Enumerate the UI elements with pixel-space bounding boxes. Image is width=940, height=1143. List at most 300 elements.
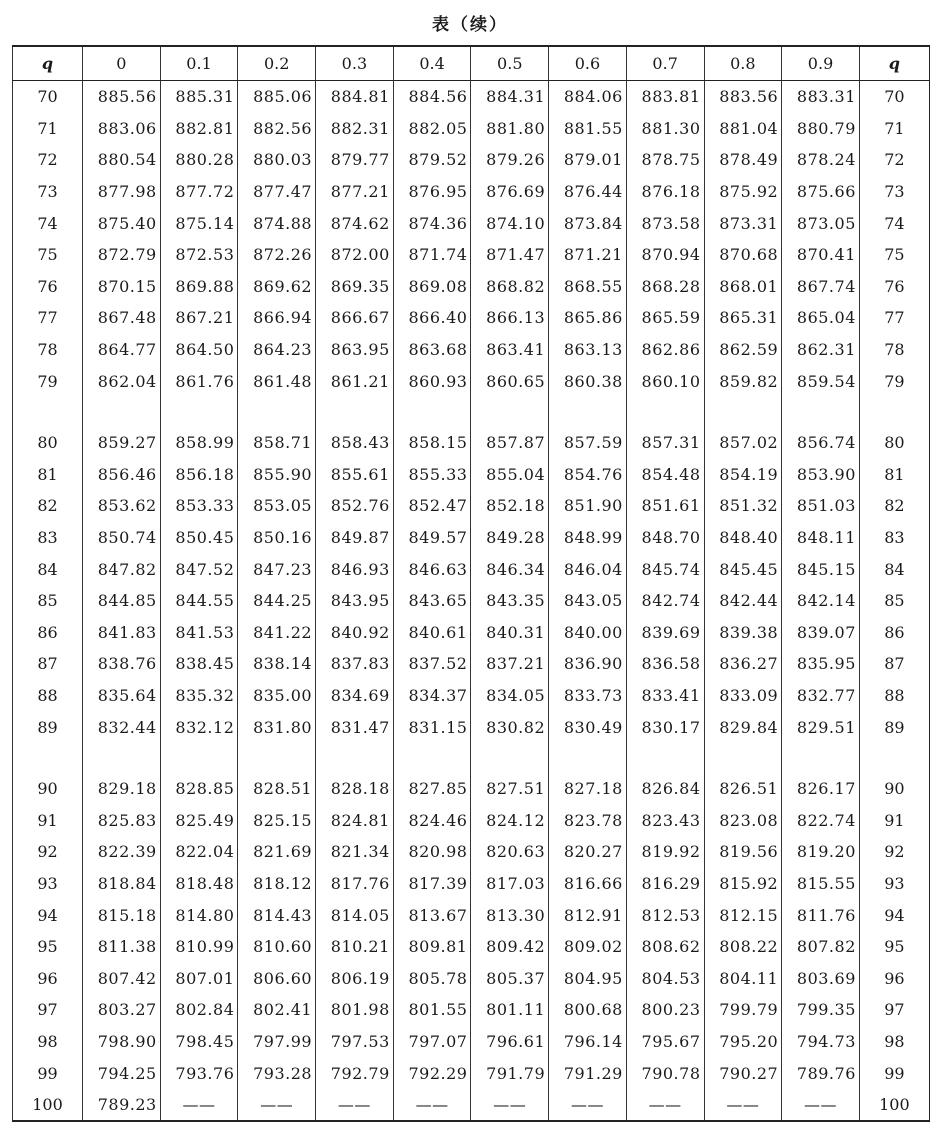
value-cell: 880.28 bbox=[160, 144, 238, 176]
value-cell: 811.38 bbox=[83, 931, 161, 963]
value-cell: 864.23 bbox=[238, 334, 316, 366]
value-cell: 834.05 bbox=[471, 680, 549, 712]
empty-dash-cell: —— bbox=[704, 1089, 782, 1122]
value-cell: 798.45 bbox=[160, 1026, 238, 1058]
spacer-cell bbox=[83, 397, 161, 427]
value-cell: 877.21 bbox=[316, 176, 394, 208]
value-cell: 793.28 bbox=[238, 1057, 316, 1089]
value-cell: 872.53 bbox=[160, 239, 238, 271]
empty-dash-cell: —— bbox=[393, 1089, 471, 1122]
table-row bbox=[13, 176, 930, 208]
value-cell: 794.25 bbox=[83, 1057, 161, 1089]
value-cell: 883.56 bbox=[704, 81, 782, 113]
value-cell: 810.99 bbox=[160, 931, 238, 963]
spacer-cell bbox=[160, 397, 238, 427]
value-cell: 805.37 bbox=[471, 962, 549, 994]
value-cell: 849.87 bbox=[316, 522, 394, 554]
row-label-q-right: 89 bbox=[859, 711, 929, 743]
value-cell: 854.76 bbox=[549, 459, 627, 491]
value-cell: 834.37 bbox=[393, 680, 471, 712]
table-row bbox=[13, 522, 930, 554]
value-cell: 860.93 bbox=[393, 365, 471, 397]
value-cell: 883.81 bbox=[626, 81, 704, 113]
value-cell: 809.02 bbox=[549, 931, 627, 963]
value-cell: 813.67 bbox=[393, 899, 471, 931]
value-cell: 885.31 bbox=[160, 81, 238, 113]
value-cell: 798.90 bbox=[83, 1026, 161, 1058]
spacer-cell bbox=[626, 743, 704, 773]
value-cell: 820.63 bbox=[471, 836, 549, 868]
value-cell: 836.58 bbox=[626, 648, 704, 680]
spacer-cell bbox=[549, 397, 627, 427]
value-cell: 831.15 bbox=[393, 711, 471, 743]
value-cell: 881.04 bbox=[704, 113, 782, 145]
value-cell: 797.53 bbox=[316, 1026, 394, 1058]
value-cell: 808.22 bbox=[704, 931, 782, 963]
value-cell: 884.06 bbox=[549, 81, 627, 113]
value-cell: 874.88 bbox=[238, 207, 316, 239]
value-cell: 829.84 bbox=[704, 711, 782, 743]
value-cell: 863.68 bbox=[393, 334, 471, 366]
row-label-q-left: 95 bbox=[13, 931, 83, 963]
value-cell: 794.73 bbox=[782, 1026, 860, 1058]
row-label-q-left: 91 bbox=[13, 804, 83, 836]
value-cell: 828.85 bbox=[160, 773, 238, 805]
value-cell: 879.01 bbox=[549, 144, 627, 176]
value-cell: 816.29 bbox=[626, 868, 704, 900]
value-cell: 791.79 bbox=[471, 1057, 549, 1089]
value-cell: 855.33 bbox=[393, 459, 471, 491]
value-cell: 865.86 bbox=[549, 302, 627, 334]
value-cell: 841.83 bbox=[83, 617, 161, 649]
value-cell: 882.31 bbox=[316, 113, 394, 145]
value-cell: 878.49 bbox=[704, 144, 782, 176]
value-cell: 884.56 bbox=[393, 81, 471, 113]
value-cell: 868.28 bbox=[626, 271, 704, 303]
value-cell: 804.11 bbox=[704, 962, 782, 994]
value-cell: 851.32 bbox=[704, 490, 782, 522]
row-label-q-left: 92 bbox=[13, 836, 83, 868]
value-cell: 844.25 bbox=[238, 585, 316, 617]
table-row bbox=[13, 931, 930, 963]
table-row bbox=[13, 490, 930, 522]
value-cell: 846.04 bbox=[549, 553, 627, 585]
value-cell: 879.26 bbox=[471, 144, 549, 176]
value-cell: 878.24 bbox=[782, 144, 860, 176]
row-label-q-left: 94 bbox=[13, 899, 83, 931]
spacer-cell bbox=[316, 743, 394, 773]
value-cell: 803.69 bbox=[782, 962, 860, 994]
row-label-q-left: 86 bbox=[13, 617, 83, 649]
value-cell: 855.61 bbox=[316, 459, 394, 491]
value-cell: 865.04 bbox=[782, 302, 860, 334]
value-cell: 884.81 bbox=[316, 81, 394, 113]
value-cell: 797.99 bbox=[238, 1026, 316, 1058]
value-cell: 844.55 bbox=[160, 585, 238, 617]
value-cell: 840.31 bbox=[471, 617, 549, 649]
value-cell: 810.60 bbox=[238, 931, 316, 963]
row-label-q-right: 93 bbox=[859, 868, 929, 900]
value-cell: 800.23 bbox=[626, 994, 704, 1026]
value-cell: 801.55 bbox=[393, 994, 471, 1026]
table-row bbox=[13, 868, 930, 900]
value-cell: 814.05 bbox=[316, 899, 394, 931]
table-row bbox=[13, 1026, 930, 1058]
value-cell: 849.57 bbox=[393, 522, 471, 554]
value-cell: 873.31 bbox=[704, 207, 782, 239]
value-cell: 866.94 bbox=[238, 302, 316, 334]
value-cell: 877.98 bbox=[83, 176, 161, 208]
row-label-q-left: 83 bbox=[13, 522, 83, 554]
table-row bbox=[13, 1057, 930, 1089]
value-cell: 859.27 bbox=[83, 427, 161, 459]
spacer-cell bbox=[13, 397, 83, 427]
value-cell: 845.15 bbox=[782, 553, 860, 585]
value-cell: 825.83 bbox=[83, 804, 161, 836]
value-cell: 837.21 bbox=[471, 648, 549, 680]
value-cell: 836.90 bbox=[549, 648, 627, 680]
value-cell: 863.95 bbox=[316, 334, 394, 366]
value-cell: 815.92 bbox=[704, 868, 782, 900]
value-cell: 839.07 bbox=[782, 617, 860, 649]
value-cell: 809.81 bbox=[393, 931, 471, 963]
value-cell: 817.76 bbox=[316, 868, 394, 900]
table-row bbox=[13, 836, 930, 868]
value-cell: 874.62 bbox=[316, 207, 394, 239]
value-cell: 881.30 bbox=[626, 113, 704, 145]
value-cell: 792.29 bbox=[393, 1057, 471, 1089]
row-label-q-right: 86 bbox=[859, 617, 929, 649]
table-row bbox=[13, 81, 930, 113]
value-cell: 871.21 bbox=[549, 239, 627, 271]
row-label-q-right: 77 bbox=[859, 302, 929, 334]
value-cell: 829.18 bbox=[83, 773, 161, 805]
row-label-q-left: 72 bbox=[13, 144, 83, 176]
table-row bbox=[13, 773, 930, 805]
row-label-q-right: 100 bbox=[859, 1089, 929, 1122]
value-cell: 835.32 bbox=[160, 680, 238, 712]
value-cell: 862.31 bbox=[782, 334, 860, 366]
row-label-q-right: 96 bbox=[859, 962, 929, 994]
row-label-q-right: 70 bbox=[859, 81, 929, 113]
spacer-cell bbox=[83, 743, 161, 773]
value-cell: 856.46 bbox=[83, 459, 161, 491]
value-cell: 790.27 bbox=[704, 1057, 782, 1089]
value-cell: 864.50 bbox=[160, 334, 238, 366]
value-cell: 841.22 bbox=[238, 617, 316, 649]
value-cell: 816.66 bbox=[549, 868, 627, 900]
spacer-cell bbox=[471, 397, 549, 427]
value-cell: 837.52 bbox=[393, 648, 471, 680]
row-label-q-left: 100 bbox=[13, 1089, 83, 1122]
value-cell: 844.85 bbox=[83, 585, 161, 617]
value-cell: 821.69 bbox=[238, 836, 316, 868]
value-cell: 879.77 bbox=[316, 144, 394, 176]
value-cell: 840.61 bbox=[393, 617, 471, 649]
value-cell: 792.79 bbox=[316, 1057, 394, 1089]
row-label-q-left: 74 bbox=[13, 207, 83, 239]
row-label-q-right: 97 bbox=[859, 994, 929, 1026]
spacer-cell bbox=[704, 743, 782, 773]
value-cell: 870.41 bbox=[782, 239, 860, 271]
value-cell: 826.51 bbox=[704, 773, 782, 805]
value-cell: 860.38 bbox=[549, 365, 627, 397]
value-cell: 793.76 bbox=[160, 1057, 238, 1089]
row-label-q-right: 87 bbox=[859, 648, 929, 680]
empty-dash-cell: —— bbox=[626, 1089, 704, 1122]
value-cell: 807.01 bbox=[160, 962, 238, 994]
value-cell: 846.93 bbox=[316, 553, 394, 585]
row-label-q-right: 82 bbox=[859, 490, 929, 522]
value-cell: 854.48 bbox=[626, 459, 704, 491]
value-cell: 817.03 bbox=[471, 868, 549, 900]
value-cell: 824.12 bbox=[471, 804, 549, 836]
value-cell: 848.70 bbox=[626, 522, 704, 554]
column-header-q-left: q bbox=[13, 46, 83, 81]
value-cell: 807.82 bbox=[782, 931, 860, 963]
value-cell: 869.62 bbox=[238, 271, 316, 303]
row-label-q-left: 79 bbox=[13, 365, 83, 397]
value-cell: 862.04 bbox=[83, 365, 161, 397]
value-cell: 824.46 bbox=[393, 804, 471, 836]
value-cell: 853.05 bbox=[238, 490, 316, 522]
value-cell: 840.00 bbox=[549, 617, 627, 649]
value-cell: 857.31 bbox=[626, 427, 704, 459]
value-cell: 836.27 bbox=[704, 648, 782, 680]
value-cell: 807.42 bbox=[83, 962, 161, 994]
value-cell: 819.20 bbox=[782, 836, 860, 868]
row-label-q-right: 71 bbox=[859, 113, 929, 145]
column-header: 0.6 bbox=[549, 46, 627, 81]
table-title: 表（续） bbox=[432, 15, 508, 35]
value-cell: 864.77 bbox=[83, 334, 161, 366]
value-cell: 833.73 bbox=[549, 680, 627, 712]
value-cell: 873.58 bbox=[626, 207, 704, 239]
value-cell: 843.65 bbox=[393, 585, 471, 617]
value-cell: 825.15 bbox=[238, 804, 316, 836]
row-label-q-right: 92 bbox=[859, 836, 929, 868]
value-cell: 850.16 bbox=[238, 522, 316, 554]
value-cell: 875.14 bbox=[160, 207, 238, 239]
value-cell: 824.81 bbox=[316, 804, 394, 836]
row-label-q-left: 87 bbox=[13, 648, 83, 680]
value-cell: 884.31 bbox=[471, 81, 549, 113]
row-label-q-right: 73 bbox=[859, 176, 929, 208]
value-cell: 877.72 bbox=[160, 176, 238, 208]
group-spacer-row bbox=[13, 397, 930, 427]
value-cell: 850.74 bbox=[83, 522, 161, 554]
value-cell: 847.23 bbox=[238, 553, 316, 585]
value-cell: 837.83 bbox=[316, 648, 394, 680]
row-label-q-right: 90 bbox=[859, 773, 929, 805]
value-cell: 823.78 bbox=[549, 804, 627, 836]
value-cell: 855.90 bbox=[238, 459, 316, 491]
row-label-q-right: 79 bbox=[859, 365, 929, 397]
empty-dash-cell: —— bbox=[316, 1089, 394, 1122]
value-cell: 842.14 bbox=[782, 585, 860, 617]
value-cell: 885.06 bbox=[238, 81, 316, 113]
value-cell: 802.84 bbox=[160, 994, 238, 1026]
value-cell: 805.78 bbox=[393, 962, 471, 994]
table-row bbox=[13, 899, 930, 931]
value-cell: 866.40 bbox=[393, 302, 471, 334]
value-cell: 818.48 bbox=[160, 868, 238, 900]
value-cell: 881.80 bbox=[471, 113, 549, 145]
row-label-q-left: 82 bbox=[13, 490, 83, 522]
row-label-q-right: 98 bbox=[859, 1026, 929, 1058]
value-cell: 855.04 bbox=[471, 459, 549, 491]
spacer-cell bbox=[393, 397, 471, 427]
value-cell: 825.49 bbox=[160, 804, 238, 836]
value-cell: 791.29 bbox=[549, 1057, 627, 1089]
value-cell: 835.95 bbox=[782, 648, 860, 680]
table-row bbox=[13, 239, 930, 271]
value-cell: 833.09 bbox=[704, 680, 782, 712]
empty-dash-cell: —— bbox=[549, 1089, 627, 1122]
value-cell: 819.92 bbox=[626, 836, 704, 868]
value-cell: 800.68 bbox=[549, 994, 627, 1026]
value-cell: 869.88 bbox=[160, 271, 238, 303]
value-cell: 809.42 bbox=[471, 931, 549, 963]
value-cell: 815.18 bbox=[83, 899, 161, 931]
value-cell: 868.01 bbox=[704, 271, 782, 303]
value-cell: 862.86 bbox=[626, 334, 704, 366]
value-cell: 804.53 bbox=[626, 962, 704, 994]
row-label-q-left: 97 bbox=[13, 994, 83, 1026]
row-label-q-left: 93 bbox=[13, 868, 83, 900]
value-cell: 883.31 bbox=[782, 81, 860, 113]
value-cell: 846.63 bbox=[393, 553, 471, 585]
column-header: 0.7 bbox=[626, 46, 704, 81]
table-row bbox=[13, 271, 930, 303]
table-row bbox=[13, 334, 930, 366]
table-row bbox=[13, 617, 930, 649]
value-cell: 867.21 bbox=[160, 302, 238, 334]
value-cell: 846.34 bbox=[471, 553, 549, 585]
value-cell: 859.54 bbox=[782, 365, 860, 397]
value-cell: 857.02 bbox=[704, 427, 782, 459]
value-cell: 876.44 bbox=[549, 176, 627, 208]
value-cell: 801.11 bbox=[471, 994, 549, 1026]
table-row bbox=[13, 1089, 930, 1122]
value-cell: 814.80 bbox=[160, 899, 238, 931]
value-cell: 797.07 bbox=[393, 1026, 471, 1058]
row-label-q-right: 80 bbox=[859, 427, 929, 459]
value-cell: 817.39 bbox=[393, 868, 471, 900]
row-label-q-left: 89 bbox=[13, 711, 83, 743]
table-row bbox=[13, 207, 930, 239]
row-label-q-left: 90 bbox=[13, 773, 83, 805]
value-cell: 830.17 bbox=[626, 711, 704, 743]
value-cell: 838.14 bbox=[238, 648, 316, 680]
value-cell: 868.82 bbox=[471, 271, 549, 303]
table-row bbox=[13, 585, 930, 617]
value-cell: 866.67 bbox=[316, 302, 394, 334]
value-cell: 866.13 bbox=[471, 302, 549, 334]
spacer-cell bbox=[859, 743, 929, 773]
value-cell: 879.52 bbox=[393, 144, 471, 176]
row-label-q-left: 78 bbox=[13, 334, 83, 366]
value-cell: 842.44 bbox=[704, 585, 782, 617]
value-cell: 873.05 bbox=[782, 207, 860, 239]
value-cell: 880.54 bbox=[83, 144, 161, 176]
value-cell: 871.74 bbox=[393, 239, 471, 271]
value-cell: 838.76 bbox=[83, 648, 161, 680]
value-cell: 885.56 bbox=[83, 81, 161, 113]
value-cell: 827.85 bbox=[393, 773, 471, 805]
row-label-q-right: 81 bbox=[859, 459, 929, 491]
value-cell: 818.12 bbox=[238, 868, 316, 900]
value-cell: 865.59 bbox=[626, 302, 704, 334]
empty-dash-cell: —— bbox=[160, 1089, 238, 1122]
row-label-q-left: 84 bbox=[13, 553, 83, 585]
value-cell: 826.17 bbox=[782, 773, 860, 805]
row-label-q-left: 99 bbox=[13, 1057, 83, 1089]
empty-dash-cell: —— bbox=[782, 1089, 860, 1122]
table-row bbox=[13, 553, 930, 585]
table-row bbox=[13, 459, 930, 491]
row-label-q-left: 71 bbox=[13, 113, 83, 145]
value-cell: 811.76 bbox=[782, 899, 860, 931]
value-cell: 851.90 bbox=[549, 490, 627, 522]
row-label-q-left: 76 bbox=[13, 271, 83, 303]
row-label-q-right: 99 bbox=[859, 1057, 929, 1089]
value-cell: 876.95 bbox=[393, 176, 471, 208]
value-cell: 861.48 bbox=[238, 365, 316, 397]
spacer-cell bbox=[782, 743, 860, 773]
table-row bbox=[13, 365, 930, 397]
spacer-cell bbox=[13, 743, 83, 773]
value-cell: 853.90 bbox=[782, 459, 860, 491]
value-cell: 862.59 bbox=[704, 334, 782, 366]
value-cell: 822.04 bbox=[160, 836, 238, 868]
value-cell: 848.11 bbox=[782, 522, 860, 554]
value-cell: 872.79 bbox=[83, 239, 161, 271]
value-cell: 790.78 bbox=[626, 1057, 704, 1089]
value-cell: 848.99 bbox=[549, 522, 627, 554]
value-cell: 806.19 bbox=[316, 962, 394, 994]
row-label-q-right: 75 bbox=[859, 239, 929, 271]
spacer-cell bbox=[782, 397, 860, 427]
value-cell: 849.28 bbox=[471, 522, 549, 554]
value-cell: 808.62 bbox=[626, 931, 704, 963]
value-cell: 828.18 bbox=[316, 773, 394, 805]
value-cell: 865.31 bbox=[704, 302, 782, 334]
value-cell: 819.56 bbox=[704, 836, 782, 868]
column-header: 0.2 bbox=[238, 46, 316, 81]
value-table bbox=[12, 45, 930, 1122]
spacer-cell bbox=[471, 743, 549, 773]
row-label-q-right: 85 bbox=[859, 585, 929, 617]
column-header: 0.9 bbox=[782, 46, 860, 81]
value-cell: 831.47 bbox=[316, 711, 394, 743]
spacer-cell bbox=[238, 397, 316, 427]
value-cell: 812.53 bbox=[626, 899, 704, 931]
value-cell: 875.66 bbox=[782, 176, 860, 208]
value-cell: 810.21 bbox=[316, 931, 394, 963]
row-label-q-right: 88 bbox=[859, 680, 929, 712]
value-cell: 857.87 bbox=[471, 427, 549, 459]
value-cell: 870.15 bbox=[83, 271, 161, 303]
table-row bbox=[13, 994, 930, 1026]
value-cell: 843.35 bbox=[471, 585, 549, 617]
value-cell: 882.56 bbox=[238, 113, 316, 145]
value-cell: 838.45 bbox=[160, 648, 238, 680]
row-label-q-left: 81 bbox=[13, 459, 83, 491]
value-cell: 880.03 bbox=[238, 144, 316, 176]
spacer-cell bbox=[238, 743, 316, 773]
spacer-cell bbox=[704, 397, 782, 427]
